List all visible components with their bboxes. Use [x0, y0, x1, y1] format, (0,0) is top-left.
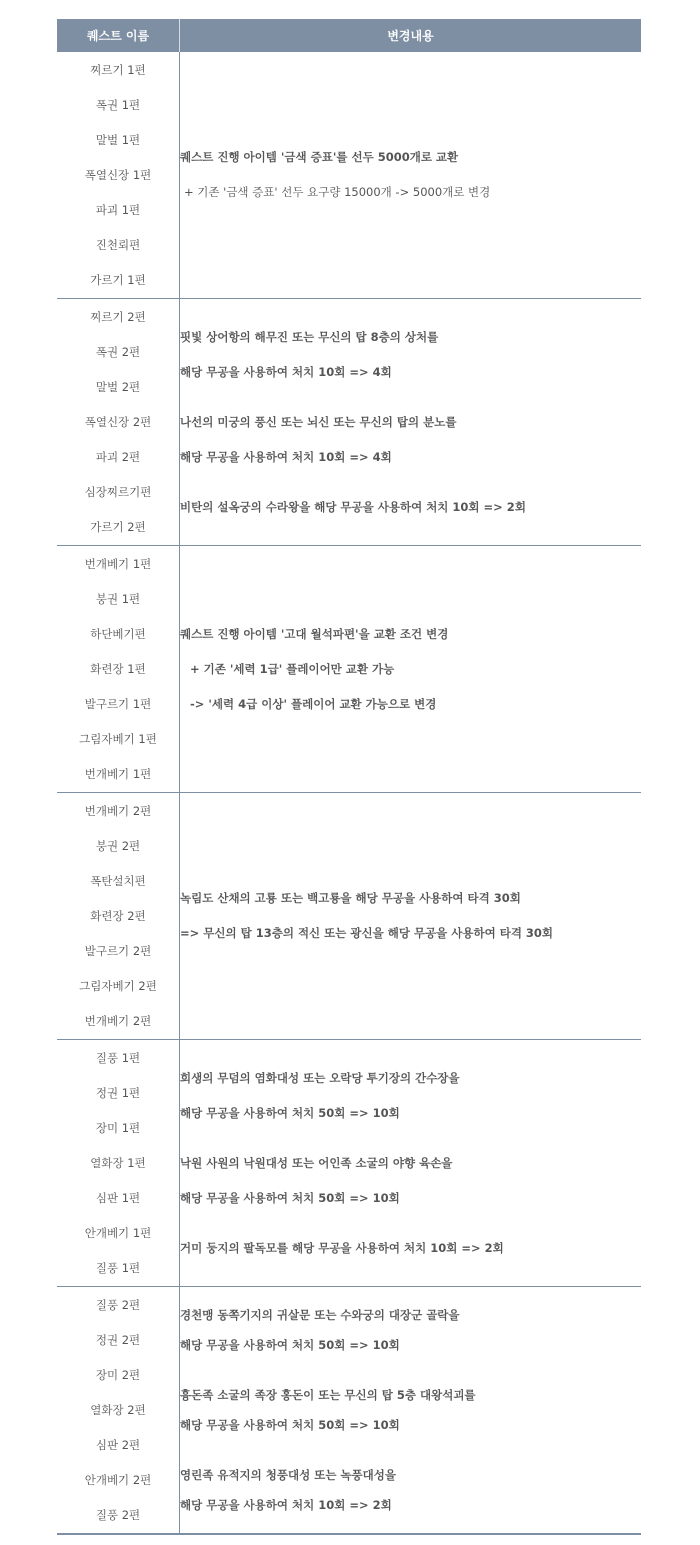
quest-name: 하단베기편	[90, 627, 146, 641]
change-cell	[180, 793, 642, 1040]
change-line: 해당 무공을 사용하여 처치 10회 => 2회	[180, 1498, 392, 1512]
table-row	[57, 299, 641, 546]
quest-name: 심판 2편	[95, 1438, 141, 1452]
header-quest-name: 퀘스트 이름	[57, 19, 180, 52]
quest-name: 열화장 2편	[90, 1403, 146, 1417]
quest-name: 가르기 1편	[90, 273, 146, 287]
change-line: 해당 무공을 사용하여 처치 50회 => 10회	[180, 1190, 400, 1205]
quest-name: 번개베기 1편	[84, 557, 152, 571]
change-cell	[180, 1040, 642, 1287]
change-line: 비탄의 설옥궁의 수라왕을 해당 무공을 사용하여 처치 10회 => 2회	[180, 499, 526, 514]
change-line: 영린족 유적지의 청풍대성 또는 녹풍대성을	[180, 1468, 396, 1482]
quest-name: 질풍 2편	[95, 1508, 141, 1522]
quest-name: 가르기 2편	[90, 520, 146, 534]
quest-name: 질풍 1편	[95, 1051, 141, 1065]
quest-name: 안개베기 1편	[84, 1226, 152, 1240]
quest-name: 발구르기 1편	[84, 697, 152, 711]
change-line: -> '세력 4급 이상' 플레이어 교환 가능으로 변경	[190, 696, 437, 711]
quest-name: 폭열신장 2편	[84, 415, 152, 429]
quest-name: 장미 2편	[95, 1368, 141, 1382]
change-line: + 기존 '세력 1급' 플레이어만 교환 가능	[190, 661, 395, 676]
table-row	[57, 546, 641, 793]
quest-name: 심판 1편	[95, 1191, 141, 1205]
change-line: 핏빛 상어항의 해무진 또는 무신의 탑 8층의 상처를	[180, 329, 439, 344]
quest-name: 번개베기 2편	[84, 1014, 152, 1028]
change-line: 녹림도 산채의 고룡 또는 백고룡을 해당 무공을 사용하여 타격 30회	[180, 891, 521, 905]
quest-name: 폭열신장 1편	[84, 168, 152, 182]
quest-names-cell	[57, 52, 180, 299]
quest-name: 붕권 2편	[95, 839, 141, 853]
quest-name: 심장찌르기편	[84, 485, 152, 499]
change-line: 퀘스트 진행 아이템 '고대 월석파편'을 교환 조건 변경	[180, 626, 449, 641]
quest-name: 그림자베기 1편	[79, 732, 157, 746]
change-cell	[180, 299, 642, 546]
quest-names-cell	[57, 299, 180, 546]
quest-name: 진천뢰편	[95, 238, 141, 252]
change-cell	[180, 52, 642, 299]
quest-name: 번개베기 2편	[84, 804, 152, 818]
quest-name: 찌르기 2편	[90, 310, 146, 324]
quest-name: 파괴 1편	[95, 203, 141, 217]
quest-name: 그림자베기 2편	[79, 979, 157, 993]
quest-name: 붕권 1편	[95, 592, 141, 606]
quest-name: 말벌 2편	[95, 380, 141, 394]
change-line: 퀘스트 진행 아이템 '금색 증표'를 선두 5000개로 교환	[180, 150, 459, 164]
change-line: 해당 무공을 사용하여 처치 10회 => 4회	[180, 449, 392, 464]
quest-name: 정권 1편	[95, 1086, 141, 1100]
change-line: 흉돈족 소굴의 족장 홍돈이 또는 무신의 탑 5층 대왕석괴를	[180, 1388, 476, 1402]
table-row	[57, 52, 641, 299]
quest-name: 안개베기 2편	[84, 1473, 152, 1487]
quest-name: 번개베기 1편	[84, 767, 152, 781]
quest-names-cell	[57, 1287, 180, 1535]
change-cell	[180, 1287, 642, 1535]
quest-name: 화련장 1편	[90, 662, 146, 676]
quest-name: 찌르기 1편	[90, 63, 146, 77]
quest-name: 질풍 1편	[95, 1261, 141, 1275]
table-header-row	[57, 19, 641, 52]
quest-name: 질풍 2편	[95, 1298, 141, 1312]
change-line: 희생의 무덤의 염화대성 또는 오락당 투기장의 간수장을	[180, 1070, 460, 1085]
change-line: 경천맹 동쪽기지의 귀살문 또는 수와궁의 대장군 골락을	[180, 1308, 460, 1322]
quest-name: 화련장 2편	[90, 909, 146, 923]
change-line: 나선의 미궁의 풍신 또는 뇌신 또는 무신의 탑의 분노를	[180, 414, 457, 429]
quest-name: 열화장 1편	[90, 1156, 146, 1170]
change-line: 해당 무공을 사용하여 처치 10회 => 4회	[180, 364, 392, 379]
quest-name: 말벌 1편	[95, 133, 141, 147]
change-line: 해당 무공을 사용하여 처치 50회 => 10회	[180, 1105, 400, 1120]
quest-name: 정권 2편	[95, 1333, 141, 1347]
change-line: + 기존 '금색 증표' 선두 요구량 15000개 -> 5000개로 변경	[184, 185, 491, 199]
table-row	[57, 1287, 641, 1535]
quest-name: 폭권 2편	[95, 345, 141, 359]
quest-name: 폭탄설치편	[90, 874, 146, 888]
quest-name: 발구르기 2편	[84, 944, 152, 958]
quest-name: 파괴 2편	[95, 450, 141, 464]
change-cell	[180, 546, 642, 793]
quest-names-cell	[57, 1040, 180, 1287]
quest-names-cell	[57, 793, 180, 1040]
quest-names-cell	[57, 546, 180, 793]
header-change: 변경내용	[180, 19, 642, 52]
quest-change-table	[57, 19, 641, 1535]
change-line: => 무신의 탑 13층의 적신 또는 광신을 해당 무공을 사용하여 타격 30회	[180, 926, 554, 940]
change-line: 해당 무공을 사용하여 처치 50회 => 10회	[180, 1418, 400, 1432]
table-row	[57, 1040, 641, 1287]
change-line: 해당 무공을 사용하여 처치 50회 => 10회	[180, 1338, 400, 1352]
quest-name: 장미 1편	[95, 1121, 141, 1135]
quest-name: 폭권 1편	[95, 98, 141, 112]
change-line: 거미 둥지의 팔독모를 해당 무공을 사용하여 처치 10회 => 2회	[180, 1240, 504, 1255]
table-row	[57, 793, 641, 1040]
change-line: 낙원 사원의 낙원대성 또는 어인족 소굴의 야향 육손을	[180, 1155, 453, 1170]
